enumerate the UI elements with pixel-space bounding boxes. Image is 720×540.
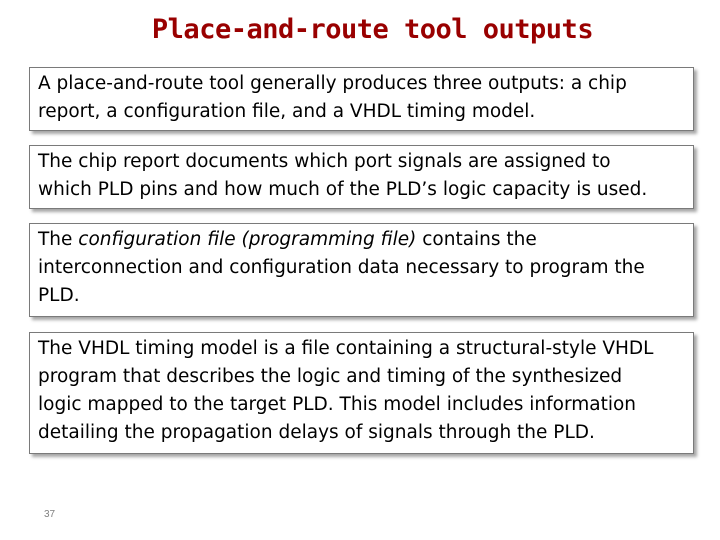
text-line: program that describes the logic and timing of the synthesized bbox=[38, 366, 623, 387]
text-line bbox=[38, 226, 687, 254]
page-number: 37 bbox=[44, 509, 56, 520]
text-box-vhdl-timing-model bbox=[29, 332, 694, 454]
text-line: which PLD pins and how much of the PLD’s logic capacity is used. bbox=[38, 179, 648, 200]
italic-term: configuration file (programming file) bbox=[78, 229, 417, 250]
text-line: interconnection and configuration data necessary to program the bbox=[38, 257, 645, 278]
text-line: report, a configuration file, and a VHDL timing model. bbox=[38, 101, 536, 122]
text-segment: contains the bbox=[416, 229, 537, 250]
text-line: The chip report documents which port signals are assigned to bbox=[38, 151, 611, 172]
text-box-outputs bbox=[29, 67, 694, 131]
text-box-configuration-file bbox=[29, 223, 694, 317]
text-line: logic mapped to the target PLD. This model includes information bbox=[38, 394, 637, 415]
text-box-chip-report bbox=[29, 145, 694, 209]
text-line: detailing the propagation delays of signals through the PLD. bbox=[38, 422, 595, 443]
text-line: The VHDL timing model is a file containing a structural-style VHDL bbox=[38, 338, 654, 359]
text-line: A place-and-route tool generally produces three outputs: a chip bbox=[38, 73, 627, 94]
slide-title: Place-and-route tool outputs bbox=[151, 14, 594, 45]
text-segment: The bbox=[38, 229, 79, 250]
text-line: PLD. bbox=[38, 285, 80, 306]
